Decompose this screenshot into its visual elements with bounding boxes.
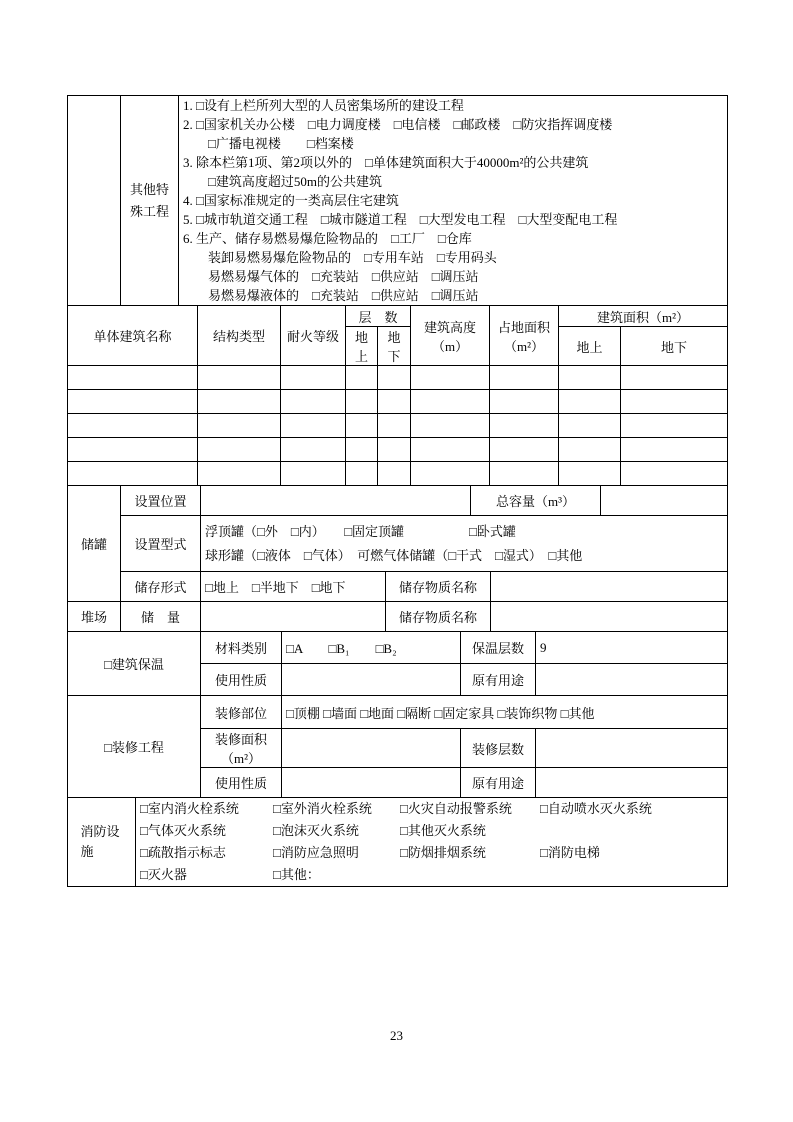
stockyard-quantity-label: 储 量 [121,602,201,632]
fire-facility-item: □灭火器 [140,867,187,882]
decoration-usage-label: 使用性质 [201,768,282,798]
insulation-table [67,631,728,696]
decoration-usage-value-cell [282,768,461,798]
header-structure-type: 结构类型 [198,306,281,366]
insulation-material-label: 材料类别 [201,632,282,664]
fire-facility-item [400,864,540,886]
tank-position-value-cell [201,486,471,516]
page-number: 23 [390,1028,403,1043]
building-empty-cell [621,438,728,462]
building-table [67,305,728,486]
building-empty-cell [490,462,559,486]
header-footprint-area: 占地面积（m²） [490,306,559,366]
building-empty-cell [411,414,490,438]
fire-facility-item: □泡沫灭火系统 [273,823,359,838]
fire-facility-item: □气体灭火系统 [140,823,226,838]
header-floor-area: 建筑面积（m²） [559,306,728,327]
insulation-layers-value: 9 [536,632,728,664]
decoration-table [67,695,728,798]
fire-facilities-content-cell [136,798,728,887]
special-line: 6. 生产、储存易燃易爆危险物品的 □工厂 □仓库 [183,231,472,246]
building-empty-cell [490,390,559,414]
special-line: □广播电视楼 □档案楼 [208,136,354,151]
special-line: 3. 除本栏第1项、第2项以外的 □单体建筑面积大于40000m²的公共建筑 [183,155,589,170]
building-empty-cell [378,438,411,462]
header-floors-above: 地上 [346,327,378,366]
building-empty-cell [198,438,281,462]
fire-facility-item: □其他： [273,867,320,882]
building-empty-cell [621,462,728,486]
special-line: 装卸易燃易爆危险物品的 □专用车站 □专用码头 [208,250,497,265]
decoration-area-value-cell [282,729,461,768]
header-floors: 层 数 [346,306,411,327]
building-empty-cell [346,462,378,486]
storage-tank-table [67,485,728,602]
building-empty-row [68,414,728,438]
header-area-above: 地上 [559,327,621,366]
fire-facilities-row [140,842,723,864]
stockyard-substance-label: 储存物质名称 [386,602,491,632]
stockyard-table [67,601,728,632]
header-building-height: 建筑高度（m） [411,306,490,366]
special-line: 1. □设有上栏所列大型的人员密集场所的建设工程 [183,98,464,113]
tank-capacity-value-cell [601,486,728,516]
special-line: 2. □国家机关办公楼 □电力调度楼 □电信楼 □邮政楼 □防灾指挥调度楼 [183,117,613,132]
insulation-material-options: □A □B₁ □B₂ [282,632,461,664]
building-empty-row [68,462,728,486]
building-empty-cell [281,414,346,438]
building-empty-cell [346,414,378,438]
fire-facilities-row [140,820,723,842]
building-empty-cell [346,366,378,390]
building-empty-cell [621,414,728,438]
building-empty-cell [490,438,559,462]
header-area-below: 地下 [621,327,728,366]
building-empty-cell [559,390,621,414]
building-empty-cell [281,462,346,486]
stockyard-quantity-value-cell [201,602,386,632]
decoration-original-use-value-cell [536,768,728,798]
building-empty-cell [378,462,411,486]
insulation-usage-label: 使用性质 [201,664,282,696]
special-line: 5. □城市轨道交通工程 □城市隧道工程 □大型发电工程 □大型变配电工程 [183,212,618,227]
fire-facility-item: □防烟排烟系统 [400,845,486,860]
building-empty-cell [198,366,281,390]
building-empty-cell [281,390,346,414]
building-empty-cell [68,438,198,462]
form-sheet [67,95,728,887]
decoration-layers-value-cell [536,729,728,768]
decoration-original-use-label: 原有用途 [461,768,536,798]
decoration-label: □装修工程 [68,696,201,798]
building-empty-cell [559,366,621,390]
tank-capacity-label: 总容量（m³） [471,486,601,516]
tank-label: 储罐 [68,486,121,602]
insulation-original-use-label: 原有用途 [461,664,536,696]
fire-facility-item: □消防电梯 [540,845,600,860]
building-empty-cell [378,414,411,438]
building-empty-cell [281,438,346,462]
stockyard-label: 堆场 [68,602,121,632]
stockyard-substance-value-cell [491,602,728,632]
tank-type-options-cell [201,516,728,572]
building-empty-cell [490,414,559,438]
header-floors-below: 地下 [378,327,411,366]
building-empty-cell [621,390,728,414]
insulation-layers-label: 保温层数 [461,632,536,664]
insulation-usage-value-cell [282,664,461,696]
building-empty-cell [411,366,490,390]
decoration-part-label: 装修部位 [201,696,282,729]
header-fire-rating: 耐火等级 [281,306,346,366]
building-empty-cell [411,462,490,486]
insulation-original-use-value-cell [536,664,728,696]
special-line: 4. □国家标准规定的一类高层住宅建筑 [183,193,399,208]
fire-facility-item: □室外消火栓系统 [273,801,372,816]
fire-facility-item [540,820,723,842]
building-empty-cell [198,462,281,486]
special-line: □建筑高度超过50m的公共建筑 [208,174,382,189]
decoration-part-options: □顶棚 □墙面 □地面 □隔断 □固定家具 □装饰织物 □其他 [282,696,728,729]
building-empty-row [68,390,728,414]
special-projects-content-cell [179,96,728,306]
fire-facilities-table [67,797,728,887]
building-empty-cell [378,366,411,390]
tank-type-label: 设置型式 [121,516,201,572]
tank-substance-value-cell [491,572,728,602]
building-empty-cell [281,366,346,390]
special-projects-table [67,95,728,306]
building-empty-row [68,366,728,390]
decoration-area-label: 装修面积（m²） [201,729,282,768]
building-empty-cell [346,438,378,462]
tank-position-label: 设置位置 [121,486,201,516]
building-empty-cell [198,390,281,414]
building-empty-cell [411,438,490,462]
header-building-name: 单体建筑名称 [68,306,198,366]
fire-facilities-label: 消防设施 [80,824,120,859]
fire-facility-item: □疏散指示标志 [140,845,226,860]
building-empty-cell [559,438,621,462]
building-empty-cell [621,366,728,390]
special-line: 易燃易爆气体的 □充装站 □供应站 □调压站 [208,269,479,284]
special-line: 易燃易爆液体的 □充装站 □供应站 □调压站 [208,288,479,303]
tank-storage-form-options: □地上 □半地下 □地下 [201,572,386,602]
fire-facility-item [540,864,723,886]
special-projects-label: 其他特殊工程 [121,96,179,306]
building-empty-cell [346,390,378,414]
tank-storage-form-label: 储存形式 [121,572,201,602]
fire-facility-item: □消防应急照明 [273,845,359,860]
fire-facilities-label-cell [68,798,136,887]
building-empty-cell [411,390,490,414]
insulation-label: □建筑保温 [68,632,201,696]
building-empty-cell [68,366,198,390]
tank-type-options-line1: 浮顶罐（□外 □内） □固定顶罐 □卧式罐 [205,523,516,539]
decoration-layers-label: 装修层数 [461,729,536,768]
building-empty-cell [68,390,198,414]
building-empty-cell [68,462,198,486]
continuation-spacer-cell [68,96,121,306]
building-empty-row [68,438,728,462]
fire-facility-item: □自动喷水灭火系统 [540,801,652,816]
tank-substance-label: 储存物质名称 [386,572,491,602]
building-empty-cell [559,462,621,486]
fire-facility-item: □火灾自动报警系统 [400,801,512,816]
building-empty-cell [490,366,559,390]
building-empty-cell [198,414,281,438]
building-empty-cell [68,414,198,438]
tank-type-options-line2: 球形罐（□液体 □气体） 可燃气体储罐（□干式 □湿式） □其他 [205,547,583,563]
fire-facilities-row [140,798,723,820]
fire-facility-item: □其他灭火系统 [400,823,486,838]
fire-facilities-row [140,864,723,886]
building-empty-cell [378,390,411,414]
fire-facility-item: □室内消火栓系统 [140,801,239,816]
building-empty-cell [559,414,621,438]
